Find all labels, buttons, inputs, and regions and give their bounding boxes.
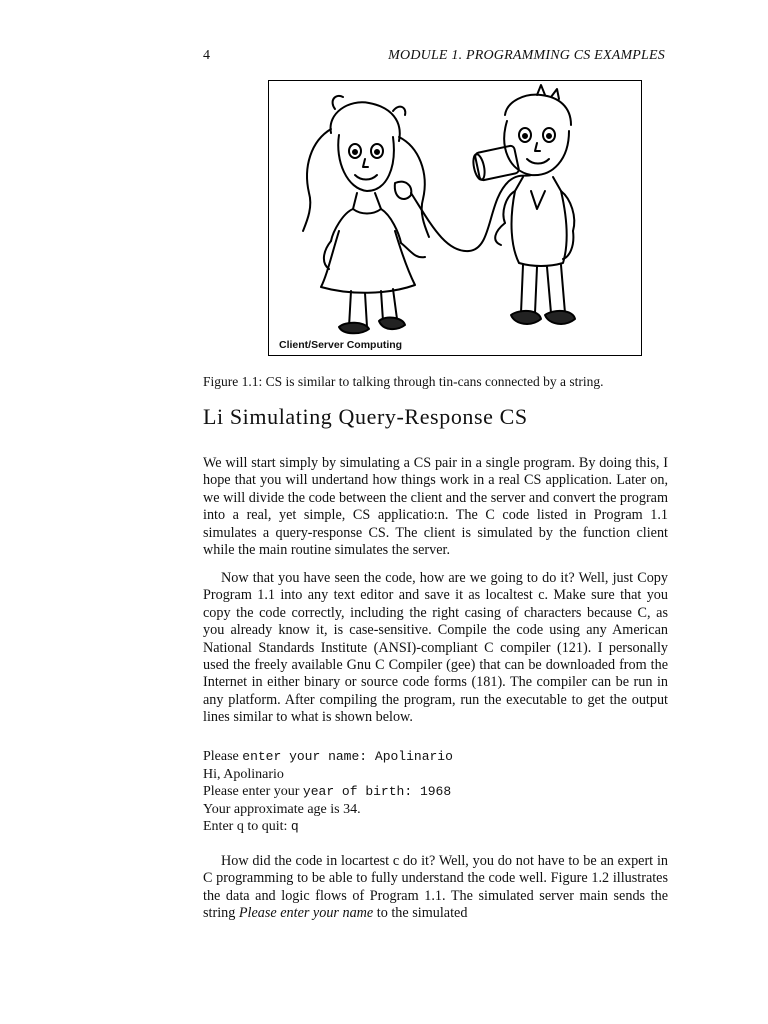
paragraph-text: How did the code in locartest c do it? Well, you do not have to be an expert in C programming to be able to fully understand the code well. Figure 1.2 illustrates the data and logic flows of Program 1.1. The simulated server main sends the string	[203, 853, 668, 922]
output-line	[203, 766, 663, 784]
output-text: Please	[203, 749, 243, 764]
output-code: enter your name: Apolinario	[242, 749, 453, 764]
program-output	[203, 748, 663, 836]
paragraph-explanation	[203, 853, 668, 923]
emphasis-text: Please enter your name	[238, 905, 374, 922]
section-heading: Li Simulating Query-Response CS	[203, 404, 528, 429]
paragraph-text: to the simulated	[373, 905, 468, 922]
figure-label: Client/Server Computing	[279, 339, 403, 351]
output-code: q	[290, 819, 299, 835]
output-line	[203, 783, 663, 801]
output-line	[203, 818, 663, 836]
output-line	[203, 801, 663, 819]
running-head	[203, 48, 665, 68]
page-number: 4	[203, 48, 210, 63]
paragraph-compile-instructions: Now that you have seen the code, how are we going to do it? Well, just Copy Program 1.1 into any text editor and save it as localtest c. Make sure that you copy the code correctly, including the right casing of characters because C, as you already know it, is case-sensitive. Compile the code using any American National Standards Institute (ANSI)-compliant C compiler (121). I personally used the freely available Gnu C Compiler (gee) that can be downloaded from the Internet in either binary or source code forms (181). The compiler can be run in any platform. After compiling the program, run the executable to get the output lines similar to what is shown below.	[203, 570, 668, 726]
output-line	[203, 748, 663, 766]
output-text: Enter q to quit:	[203, 819, 291, 835]
tin-can-telephone-illustration	[269, 81, 640, 354]
output-text: Please enter your	[203, 784, 303, 800]
paragraph-intro: We will start simply by simulating a CS pair in a single program. By doing this, I hope that you will undertand how things work in a real CS application. Later on, we will divide the code between the client and the server and convert the program into a real, yet simple, CS applicatio:n. The C code listed in Program 1.1 simulates a query-response CS. The client is simulated by the function client while the main routine simulates the server.	[203, 455, 668, 559]
output-text: Hi, Apolinario	[203, 766, 284, 782]
chapter-title: MODULE 1. PROGRAMMING CS EXAMPLES	[388, 48, 665, 63]
output-code: year of birth: 1968	[302, 784, 452, 800]
output-text: Your approximate age is 34.	[203, 801, 361, 817]
figure-caption: Figure 1.1: CS is similar to talking through tin-cans connected by a string.	[203, 374, 604, 389]
figure-1-1	[268, 80, 642, 356]
